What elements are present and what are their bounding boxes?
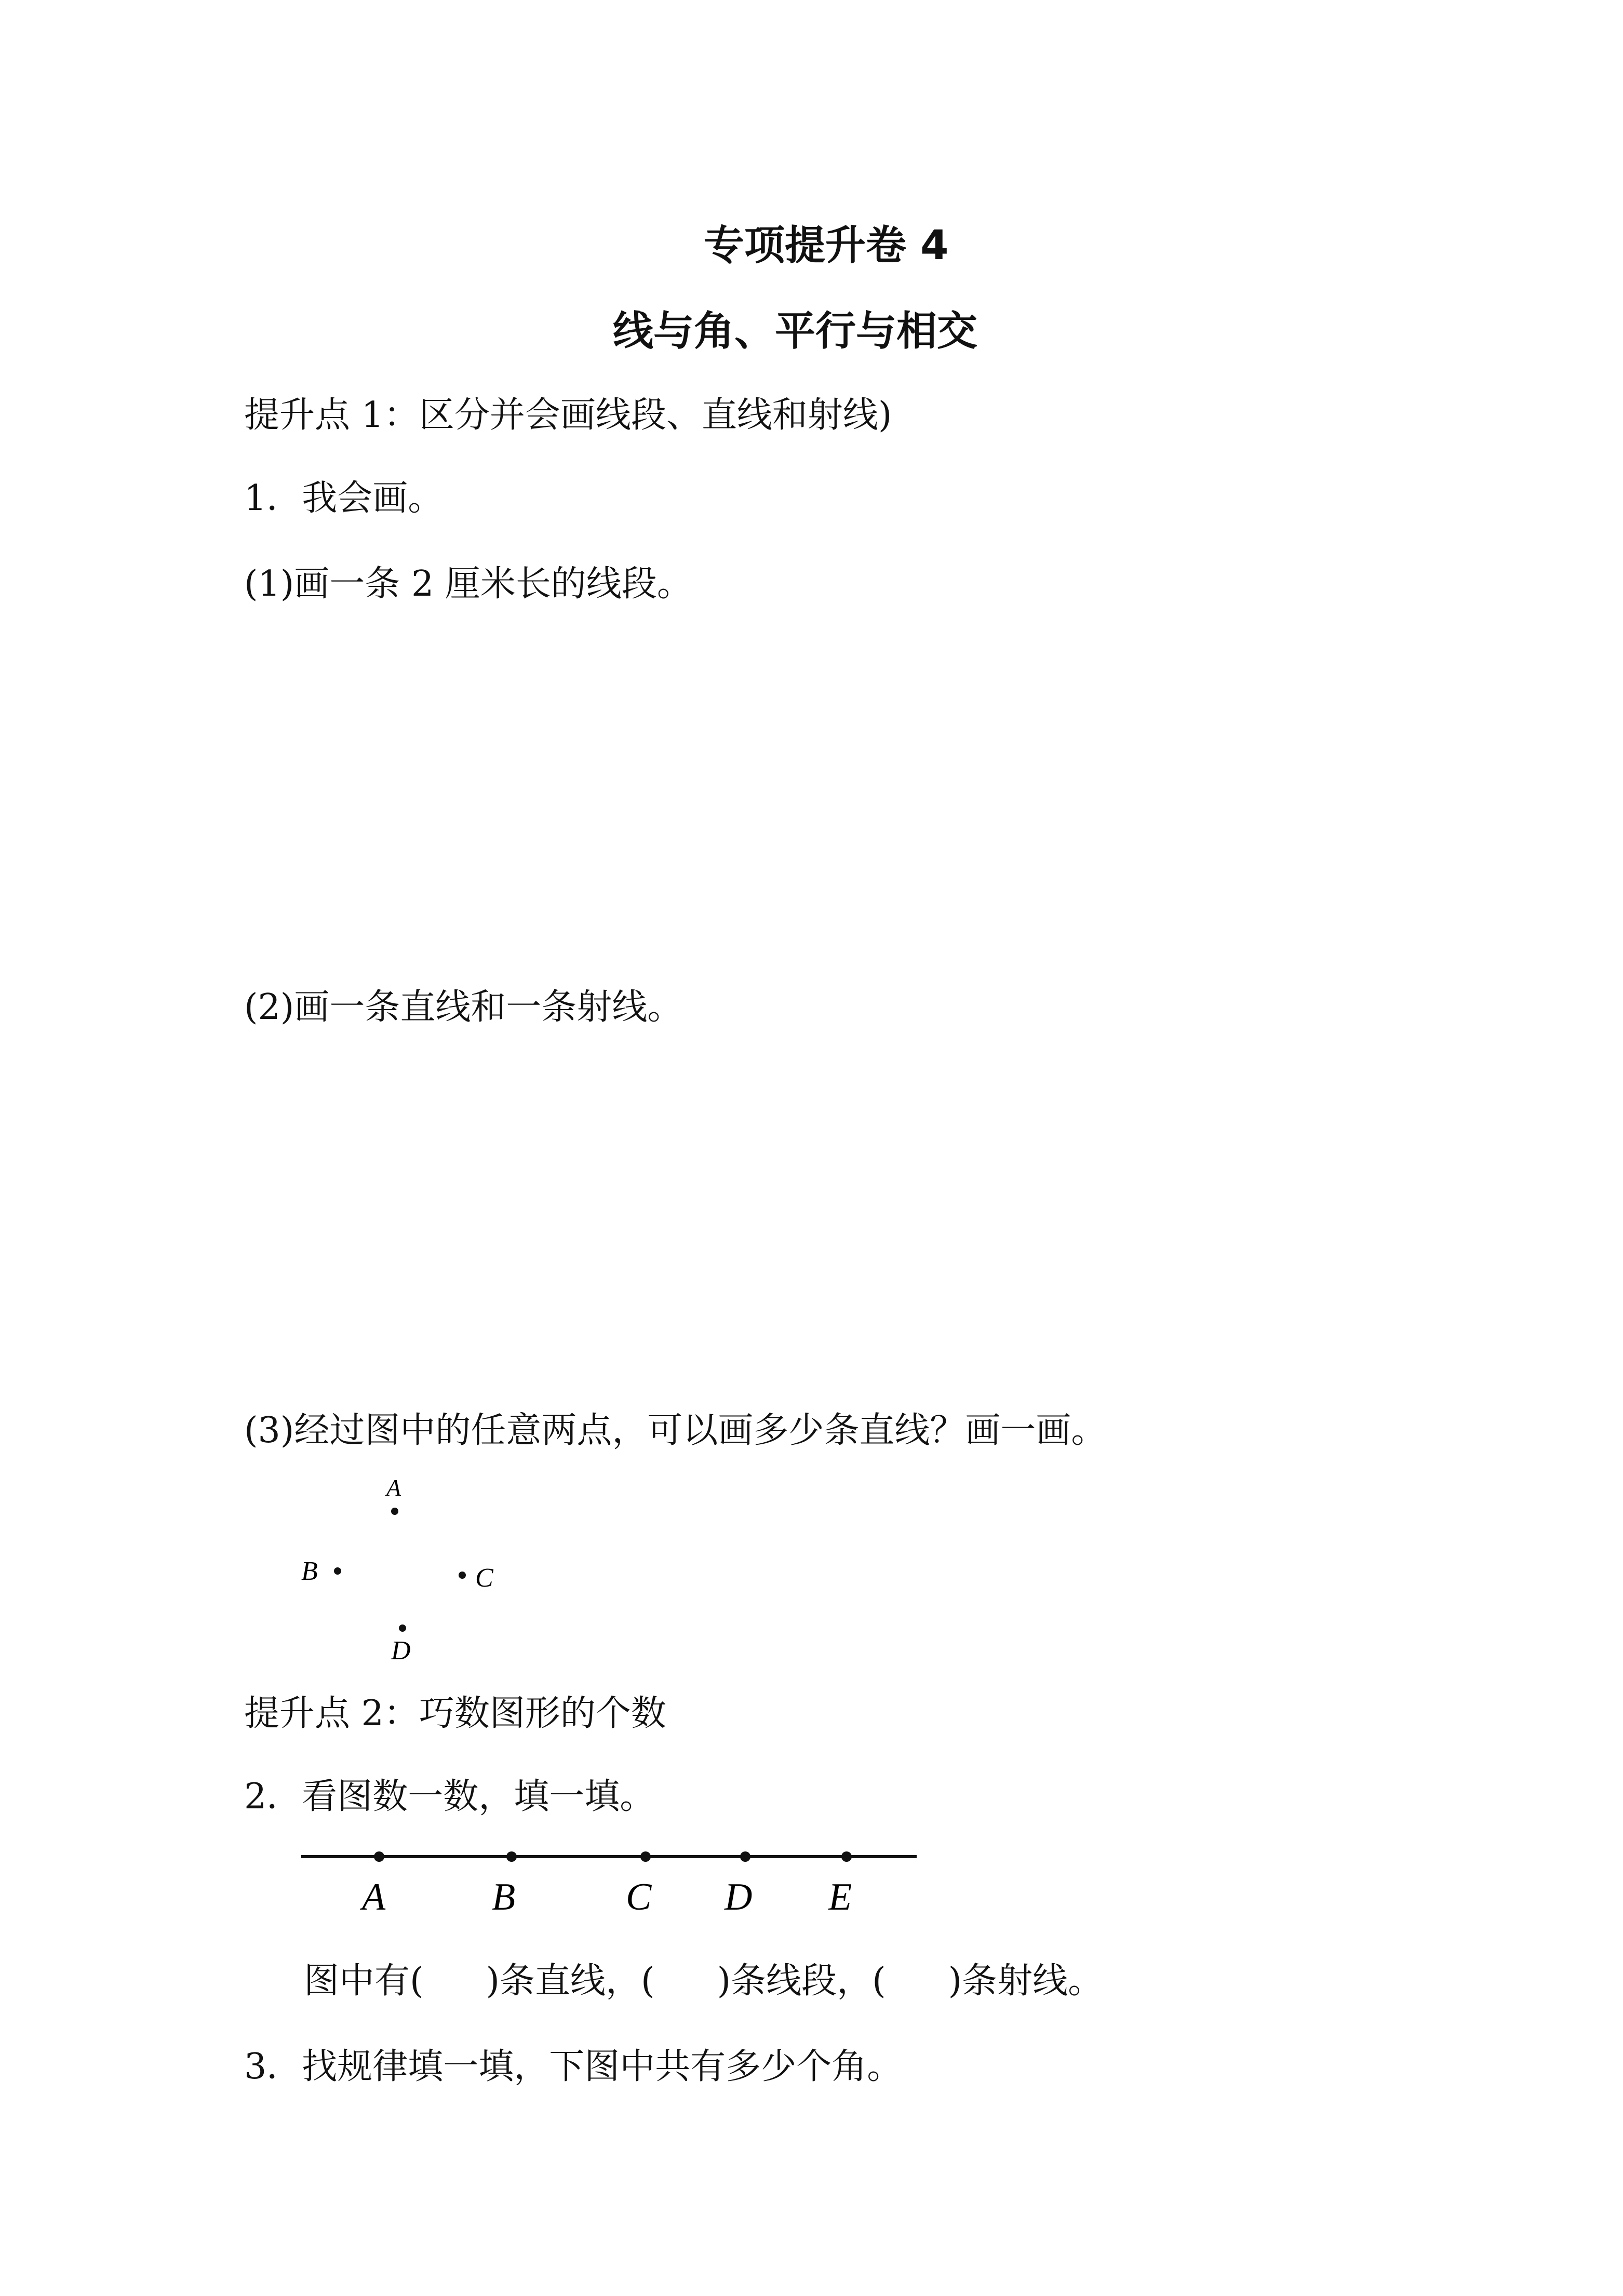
point-a-dot [374,1851,384,1862]
section-heading-1: 提升点 1：区分并会画线段、直线和射线) [244,395,892,436]
point-e-dot [841,1851,852,1862]
four-points-figure [280,1470,592,1688]
question-2-stem: 2．看图数一数，填一填。 [244,1776,655,1817]
point-e-label: E [828,1876,852,1918]
section-heading-2: 提升点 2：巧数图形的个数 [244,1693,666,1734]
point-a-dot [391,1508,398,1515]
question-1-part-3: (3)经过图中的任意两点，可以画多少条直线？画一画。 [244,1410,1107,1451]
point-a-label: A [362,1876,386,1918]
point-c-dot [640,1851,651,1862]
point-b-dot [334,1567,341,1575]
question-2-fill-in [304,1953,1103,2003]
point-d-dot [399,1624,406,1632]
point-b-dot [506,1851,517,1862]
point-d-label: D [391,1636,411,1666]
point-c-label: C [475,1563,493,1593]
question-1-part-1: (1)画一条 2 厘米长的线段。 [244,563,692,605]
line-with-five-points-figure [299,1841,943,1929]
point-b-label: B [301,1556,318,1586]
point-d-dot [740,1851,750,1862]
page-subtitle: 线与角、平行与相交 [613,308,978,355]
fill-text-2: )条直线，( [486,1961,655,2002]
question-1-part-2: (2)画一条直线和一条射线。 [244,987,683,1028]
point-c-dot [459,1572,466,1579]
question-3-stem: 3．找规律填一填，下图中共有多少个角。 [244,2046,903,2087]
fill-text-4: )条射线。 [948,1961,1104,2002]
question-1-stem: 1．我会画。 [244,478,444,519]
point-d-label: D [725,1876,753,1918]
page-title: 专项提升卷 4 [704,222,949,269]
point-b-label: B [492,1876,516,1918]
point-c-label: C [626,1876,652,1918]
fill-text-1: 图中有( [304,1961,424,2002]
point-a-label: A [386,1474,401,1501]
fill-text-3: )条线段，( [717,1961,886,2002]
